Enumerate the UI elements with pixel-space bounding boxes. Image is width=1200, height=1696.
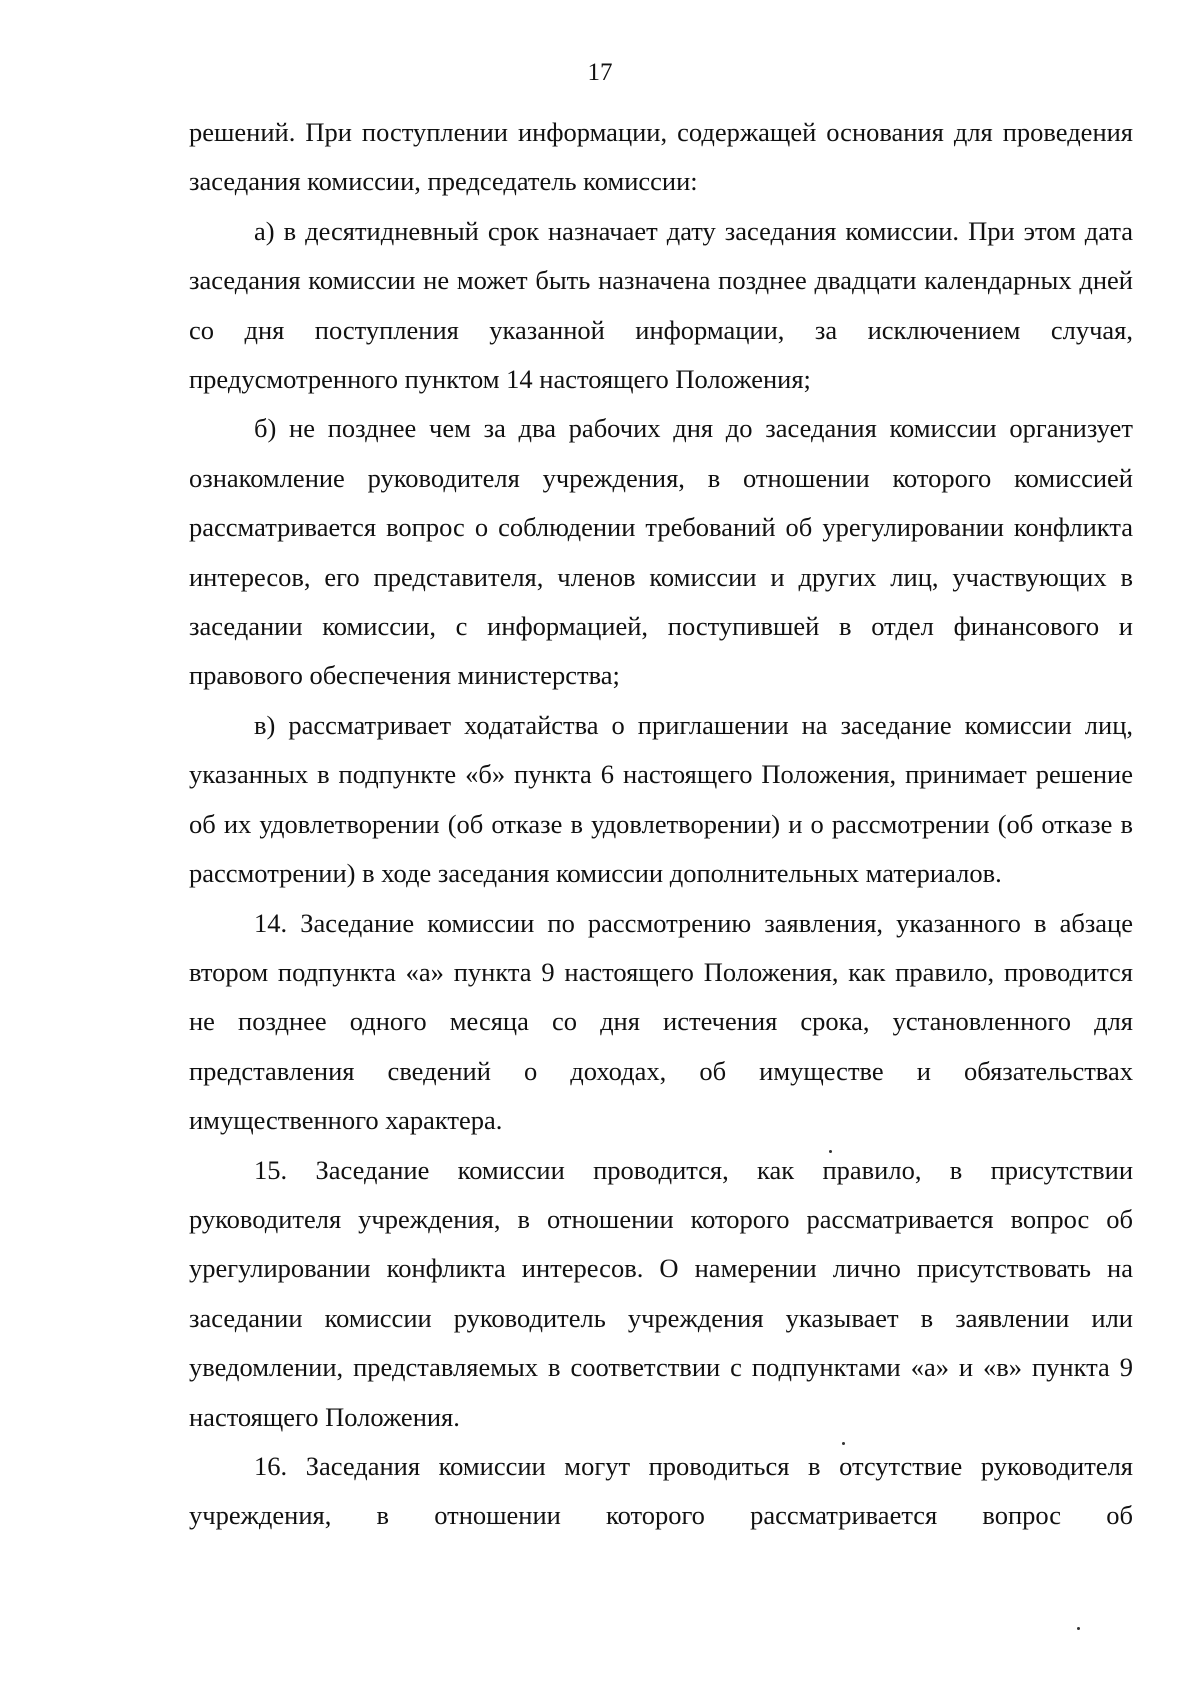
document-body xyxy=(189,108,1133,1541)
scan-speck xyxy=(829,1150,832,1153)
paragraph-subitem-a: а) в десятидневный срок назначает дату заседания комиссии. При этом дата заседания комиссии не может быть назначена позднее двадцати календарных дней со дня поступления указанной информации, за исключением случая, предусмотренного пунктом 14 настоящего Положения; xyxy=(189,215,1133,395)
paragraph-item-15: 15. Заседание комиссии проводится, как правило, в присутствии руководителя учреждения, в отношении которого рассматривается вопрос об урегулировании конфликта интересов. О намерении лично присутствовать на заседании комиссии руководитель учреждения указывает в заявлении или уведомлении, представляемых в соответствии с подпунктами «а» и «в» пункта 9 настоящего Положения. xyxy=(189,1154,1133,1432)
paragraph-continuation: решений. При поступлении информации, содержащей основания для проведения заседания комиссии, председатель комиссии: xyxy=(189,117,1133,197)
paragraph-item-14: 14. Заседание комиссии по рассмотрению заявления, указанного в абзаце втором подпункта «а» пункта 9 настоящего Положения, как правило, проводится не позднее одного месяца со дня истечения срока, установленного для представления сведений о доходах, об имуществе и обязательствах имущественного характера. xyxy=(189,907,1133,1136)
scan-speck xyxy=(1077,1627,1080,1630)
paragraph-subitem-b: б) не позднее чем за два рабочих дня до заседания комиссии организует ознакомление руководителя учреждения, в отношении которого комиссией рассматривается вопрос о соблюдении требований об урегулировании конфликта интересов, его представителя, членов комиссии и других лиц, участвующих в заседании комиссии, с информацией, поступившей в отдел финансового и правового обеспечения министерства; xyxy=(189,413,1133,691)
paragraph-item-16: 16. Заседания комиссии могут проводиться в отсутствие руководителя учреждения, в отношении которого рассматривается вопрос об xyxy=(189,1450,1133,1531)
page-number: 17 xyxy=(587,59,613,86)
scan-speck xyxy=(842,1442,845,1445)
paragraph-subitem-v: в) рассматривает ходатайства о приглашении на заседание комиссии лиц, указанных в подпункте «б» пункта 6 настоящего Положения, принимает решение об их удовлетворении (об отказе в удовлетворении) и о рассмотрении (об отказе в рассмотрении) в ходе заседания комиссии дополнительных материалов. xyxy=(189,709,1133,889)
